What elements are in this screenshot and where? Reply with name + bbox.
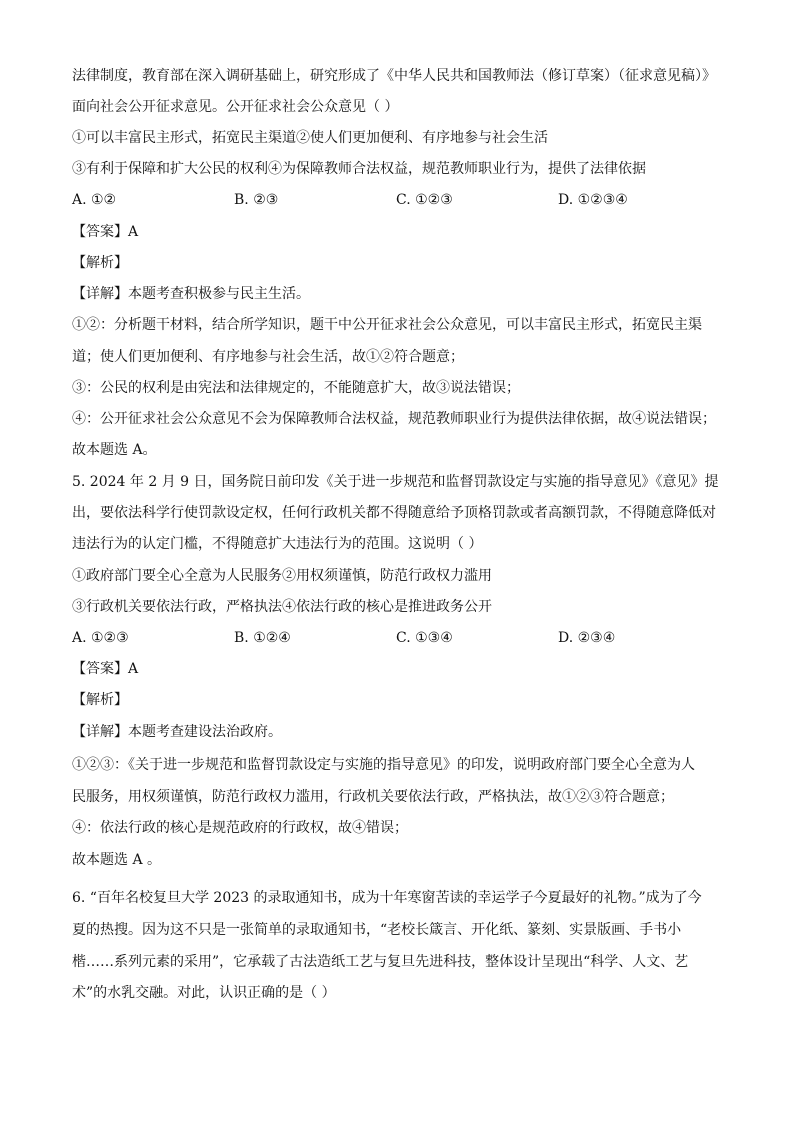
q6-stem-line-3: 楷……系列元素的采用”，它承载了古法造纸工艺与复旦先进科技，整体设计呈现出“科学、人文、艺 [72, 954, 689, 970]
q4-option-a: A. ①② [72, 192, 117, 208]
q4-statement-2: ③有利于保障和扩大公民的权利④为保障教师合法权益，规范教师职业行为，提供了法律依据 [72, 161, 646, 177]
q4-detail: 【详解】本题考查积极参与民主生活。 [72, 286, 310, 302]
q5-option-b: B. ①②④ [234, 630, 291, 646]
q6-stem-line-4: 术”的水乳交融。对此，认识正确的是（ ） [72, 985, 336, 1001]
q4-option-b: B. ②③ [234, 192, 279, 208]
q4-answer: 【答案】A [72, 224, 139, 240]
q4-statement-1: ①可以丰富民主形式，拓宽民主渠道②使人们更加便利、有序地参与社会生活 [72, 130, 548, 146]
q4-analysis-label: 【解析】 [72, 255, 128, 271]
q4-explanation-1a: ①②：分析题干材料，结合所学知识，题干中公开征求社会公众意见，可以丰富民主形式，拓宽民主渠 [72, 317, 702, 333]
q4-stem-line-2: 面向社会公开征求意见。公开征求社会公众意见（ ） [72, 99, 399, 115]
q5-option-a: A. ①②③ [72, 630, 129, 646]
q4-stem-line-1: 法律制度，教育部在深入调研基础上，研究形成了《中华人民共和国教师法（修订草案）（征求意见稿）》 [72, 68, 716, 84]
q5-answer: 【答案】A [72, 661, 139, 677]
q5-detail: 【详解】本题考查建设法治政府。 [72, 724, 282, 740]
q5-explanation-1b: 民服务，用权须谨慎，防范行政权力滥用，行政机关要依法行政，严格执法，故①②③符合题意； [72, 789, 674, 805]
q5-stem-line-3: 违法行为的认定门槛，不得随意扩大违法行为的范围。这说明（ ） [72, 536, 483, 552]
q5-statement-2: ③行政机关要依法行政，严格执法④依法行政的核心是推进政务公开 [72, 599, 492, 615]
q6-stem-line-1: 6. “百年名校复旦大学 2023 的录取通知书，成为十年寒窗苦读的幸运学子今夏最好的礼物。”成为了今 [72, 890, 702, 906]
q5-statement-1: ①政府部门要全心全意为人民服务②用权须谨慎，防范行政权力滥用 [72, 568, 492, 584]
q5-explanation-1a: ①②③：《关于进一步规范和监督罚款设定与实施的指导意见》的印发，说明政府部门要全心全意为人 [72, 757, 695, 773]
q4-option-c: C. ①②③ [396, 192, 453, 208]
q5-conclusion: 故本题选 A 。 [72, 852, 162, 868]
q5-stem-line-2: 出，要依法科学行使罚款设定权，任何行政机关都不得随意给予顶格罚款或者高额罚款，不得随意降低对 [72, 505, 716, 521]
q4-explanation-3: ④：公开征求社会公众意见不会为保障教师合法权益，规范教师职业行为提供法律依据，故④说法错误； [72, 411, 716, 427]
q5-stem-line-1: 5. 2024 年 2 月 9 日，国务院日前印发《关于进一步规范和监督罚款设定与实施的指导意见》《意见》提 [72, 474, 719, 490]
q4-option-d: D. ①②③④ [558, 192, 628, 208]
q6-stem-line-2: 夏的热搜。因为这不只是一张简单的录取通知书，“老校长箴言、开化纸、篆刻、实景版画、手书小 [72, 922, 682, 938]
q4-explanation-2: ③：公民的权利是由宪法和法律规定的，不能随意扩大，故③说法错误； [72, 380, 520, 396]
q4-explanation-1b: 道；使人们更加便利、有序地参与社会生活，故①②符合题意； [72, 349, 464, 365]
q5-option-c: C. ①③④ [396, 630, 453, 646]
q5-option-d: D. ②③④ [558, 630, 616, 646]
q5-explanation-2: ④：依法行政的核心是规范政府的行政权，故④错误； [72, 820, 408, 836]
q4-conclusion: 故本题选 A。 [72, 442, 157, 458]
q5-analysis-label: 【解析】 [72, 692, 128, 708]
